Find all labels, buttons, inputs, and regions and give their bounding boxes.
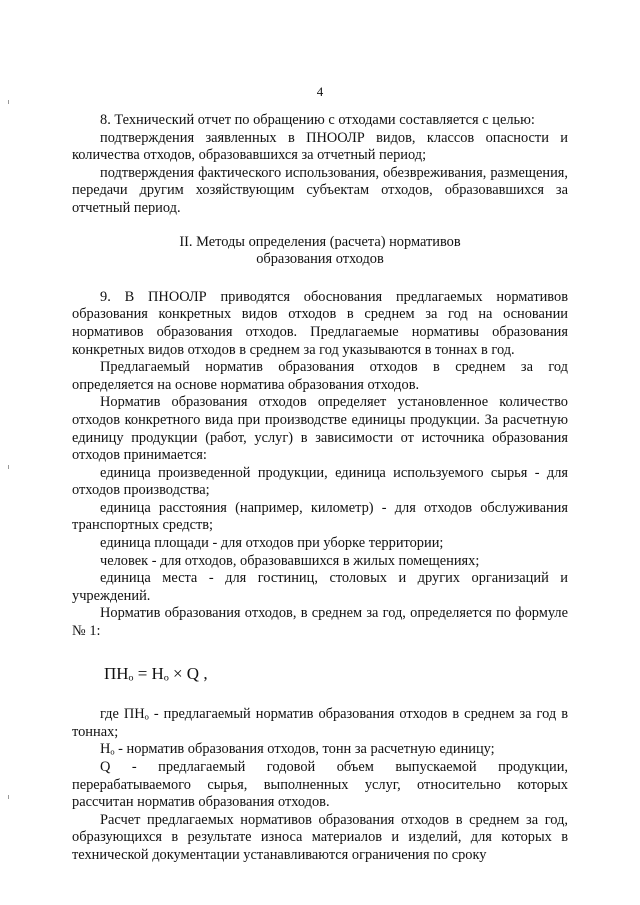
paragraph: подтверждения фактического использования, обезвреживания, размещения, передачи другим хозяйствующим субъектам отходов, образовавшихся за отчетный период. <box>72 164 568 216</box>
paragraph: Норматив образования отходов определяет установленное количество отходов конкретного вида при производстве единицы продукции. За расчетную единицу продукции (работ, услуг) в зависимости от источника образования отходов принимается: <box>72 394 568 464</box>
paragraph: Q - предлагаемый годовой объем выпускаемой продукции, перерабатываемого сырья, выполненных услуг, относительно которых рассчитан норматив образования отходов. <box>72 759 568 811</box>
scan-artifact <box>8 465 9 469</box>
paragraph: Предлагаемый норматив образования отходов в среднем за год определяется на основе норматива образования отходов. <box>72 359 568 393</box>
section-heading-line: II. Методы определения (расчета) нормативов <box>179 233 461 250</box>
list-item: единица места - для гостиниц, столовых и других организаций и учреждений. <box>72 570 568 604</box>
list-item: единица расстояния (например, километр) - для отходов обслуживания транспортных средств; <box>72 499 568 534</box>
paragraph: Нₒ - норматив образования отходов, тонн за расчетную единицу; <box>100 741 495 758</box>
paragraph: Расчет предлагаемых нормативов образования отходов в среднем за год, образующихся в результате износа материалов и изделий, для которых в технической документации устанавливаются ограничения по сроку <box>72 811 568 863</box>
scan-artifact <box>8 795 9 799</box>
list-item: человек - для отходов, образовавшихся в жилых помещениях; <box>100 552 480 569</box>
list-item: единица произведенной продукции, единица используемого сырья - для отходов производства; <box>72 464 568 499</box>
section-heading-line: образования отходов <box>256 251 384 268</box>
paragraph: где ПНₒ - предлагаемый норматив образования отходов в среднем за год в тоннах; <box>72 706 568 740</box>
paragraph: подтверждения заявленных в ПНООЛР видов, классов опасности и количества отходов, образовавшихся за отчетный период; <box>72 129 568 164</box>
list-item: единица площади - для отходов при уборке территории; <box>100 535 444 552</box>
scan-artifact <box>8 100 9 104</box>
paragraph: 9. В ПНООЛР приводятся обоснования предлагаемых нормативов образования конкретных видов отходов в среднем за год на основании нормативов образования отходов. Предлагаемые нормативы образования конкретных видов отходов в среднем за год указываются в тоннах в год. <box>72 288 568 358</box>
paragraph: Норматив образования отходов, в среднем за год, определяется по формуле № 1: <box>72 605 568 640</box>
page-number: 4 <box>316 84 324 99</box>
formula: ПНₒ = Нₒ × Q , <box>104 663 208 683</box>
document-body <box>72 112 568 865</box>
section-heading <box>72 234 568 269</box>
paragraph: 8. Технический отчет по обращению с отходами составляется с целью: <box>100 112 535 128</box>
